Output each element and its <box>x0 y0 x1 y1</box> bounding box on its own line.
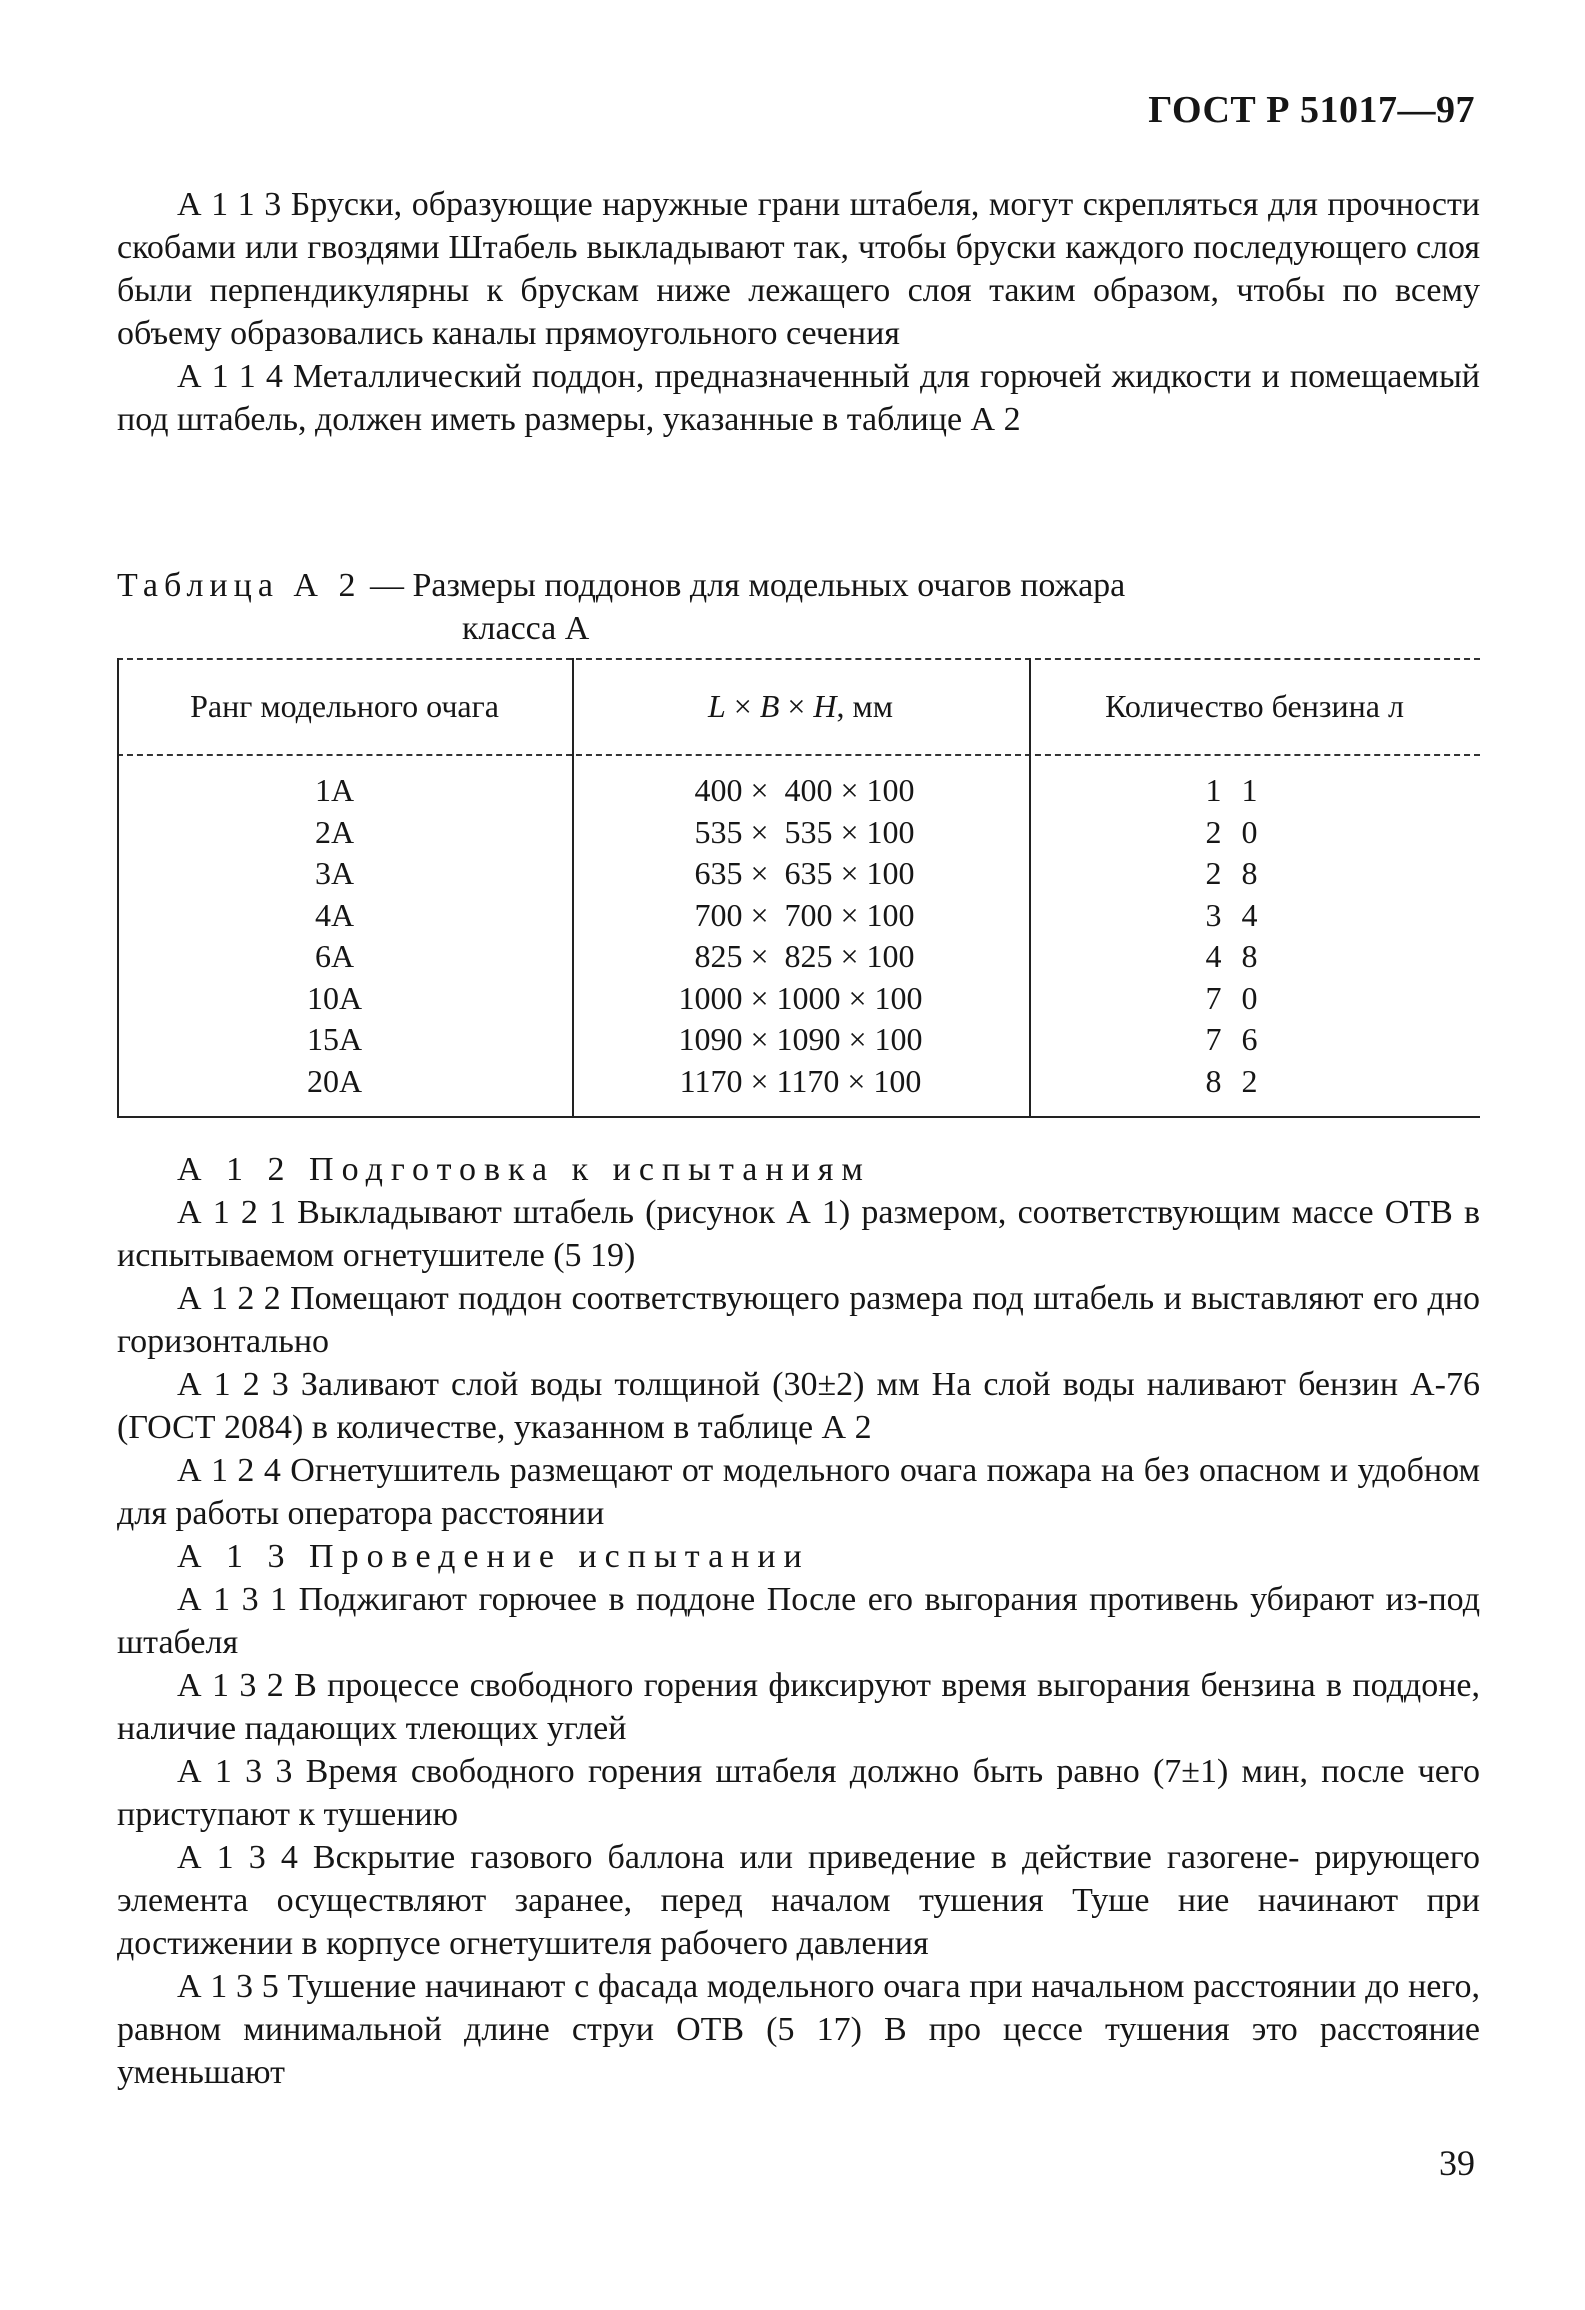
table-row <box>117 936 1480 978</box>
dimensions-table <box>117 658 1480 1118</box>
table-caption-title-line2: класса А <box>462 610 590 647</box>
paragraph-a113: А 1 1 3 Бруски, образующие наружные грани штабеля, могут скрепляться для прочности скобами или гвоздями Штабель выкладывают так, чтобы бруски каждого последующего слоя были перпендикулярны к брускам ниже лежащего слоя таким образом, чтобы по всему объему образовались каналы прямоугольного сечения <box>117 186 1480 352</box>
paragraph-a124: А 1 2 4 Огнетушитель размещают от модельного очага пожара на без опасном и удобном для работы оператора расстоянии <box>117 1452 1480 1532</box>
cell-rank: 2А <box>314 813 355 850</box>
cell-dims: 400 × 400 × 100 <box>686 772 915 808</box>
cell-fuel: 1 1 <box>1205 772 1264 808</box>
table-caption-label: Таблица А 2 <box>117 567 362 604</box>
table-bottom-border <box>117 1116 1480 1118</box>
cell-rank: 1А <box>314 772 355 808</box>
cell-fuel: 7 6 <box>1205 1021 1264 1057</box>
paragraph-a131: А 1 3 1 Поджигают горючее в поддоне После его выгорания противень убирают из-под штабеля <box>117 1581 1480 1661</box>
header-dims-b: B <box>759 687 780 724</box>
cell-dims: 1000 × 1000 × 100 <box>678 979 923 1016</box>
header-dims-unit: , мм <box>836 687 894 724</box>
table-row <box>117 1061 1480 1103</box>
table-caption <box>117 564 1125 650</box>
paragraph-a133: А 1 3 3 Время свободного горения штабеля должно быть равно (7±1) мин, после чего приступают к тушению <box>117 1753 1480 1833</box>
cell-fuel: 3 4 <box>1205 896 1264 933</box>
cell-fuel: 8 2 <box>1205 1062 1264 1099</box>
cell-dims: 1090 × 1090 × 100 <box>678 1021 923 1057</box>
standard-designation: ГОСТ Р 51017—97 <box>1148 89 1475 131</box>
table-row <box>117 1019 1480 1061</box>
paragraph-a114: А 1 1 4 Металлический поддон, предназначенный для горючей жидкости и помещаемый под штабель, должен иметь размеры, указанные в таблице А 2 <box>117 358 1480 438</box>
page-number: 39 <box>1439 2143 1475 2183</box>
cell-dims: 635 × 635 × 100 <box>686 855 915 891</box>
cell-rank: 15А <box>306 1021 363 1057</box>
cell-rank: 4А <box>314 896 355 933</box>
cell-dims: 700 × 700 × 100 <box>686 896 915 933</box>
paragraph-a132: А 1 3 2 В процессе свободного горения фиксируют время выгорания бензина в поддоне, наличие падающих тлеющих углей <box>117 1667 1480 1747</box>
header-dims-h: H <box>813 687 837 724</box>
cell-dims: 1170 × 1170 × 100 <box>679 1062 922 1099</box>
table-row <box>117 978 1480 1020</box>
cell-fuel: 2 0 <box>1205 813 1264 850</box>
table-row <box>117 895 1480 937</box>
section-preparation <box>117 1148 1480 2094</box>
table-body <box>117 770 1480 1102</box>
table-row <box>117 853 1480 895</box>
cell-dims: 535 × 535 × 100 <box>686 813 915 850</box>
paragraph-a135: А 1 3 5 Тушение начинают с фасада модельного очага при начальном расстоянии до него, равном минимальной длине струи ОТВ (5 17) В про цессе тушения это расстояние уменьшают <box>117 1968 1480 2091</box>
intro-paragraphs <box>117 183 1480 441</box>
paragraph-a134: А 1 3 4 Вскрытие газового баллона или приведение в действие газогене- рирующего элемента осуществляют заранее, перед началом тушения Туше ние начинают при достижении в корпусе огнетушителя рабочего давления <box>117 1839 1480 1962</box>
header-rank: Ранг модельного очага <box>190 687 499 724</box>
cell-rank: 10А <box>306 979 363 1016</box>
cell-fuel: 7 0 <box>1205 979 1264 1016</box>
header-fuel: Количество бензина л <box>1105 687 1404 724</box>
cell-fuel: 2 8 <box>1205 855 1264 891</box>
cell-rank: 3А <box>314 855 355 891</box>
cell-dims: 825 × 825 × 100 <box>686 938 915 974</box>
cell-fuel: 4 8 <box>1205 938 1264 974</box>
section-heading-testing: А 1 3 Проведение испытании <box>177 1538 810 1575</box>
table-caption-title: — Размеры поддонов для модельных очагов пожара <box>361 567 1126 604</box>
cell-rank: 20А <box>306 1062 363 1099</box>
table-row <box>117 770 1480 812</box>
paragraph-a123: А 1 2 3 Заливают слой воды толщиной (30±2) мм На слой воды наливают бензин А-76 (ГОСТ 2084) в количестве, указанном в таблице А 2 <box>117 1366 1480 1446</box>
paragraph-a121: А 1 2 1 Выкладывают штабель (рисунок А 1) размером, соответствующим массе ОТВ в испытываемом огнетушителе (5 19) <box>117 1194 1480 1274</box>
table-header-border <box>117 754 1480 756</box>
header-dims-l: L <box>707 687 726 724</box>
cell-rank: 6А <box>314 938 355 974</box>
paragraph-a122: А 1 2 2 Помещают поддон соответствующего размера под штабель и выставляют его дно горизонтально <box>117 1280 1480 1360</box>
header-dimensions: L × B × H, мм <box>707 687 894 724</box>
table-row <box>117 812 1480 854</box>
section-heading-preparation: А 1 2 Подготовка к испытаниям <box>177 1151 871 1188</box>
